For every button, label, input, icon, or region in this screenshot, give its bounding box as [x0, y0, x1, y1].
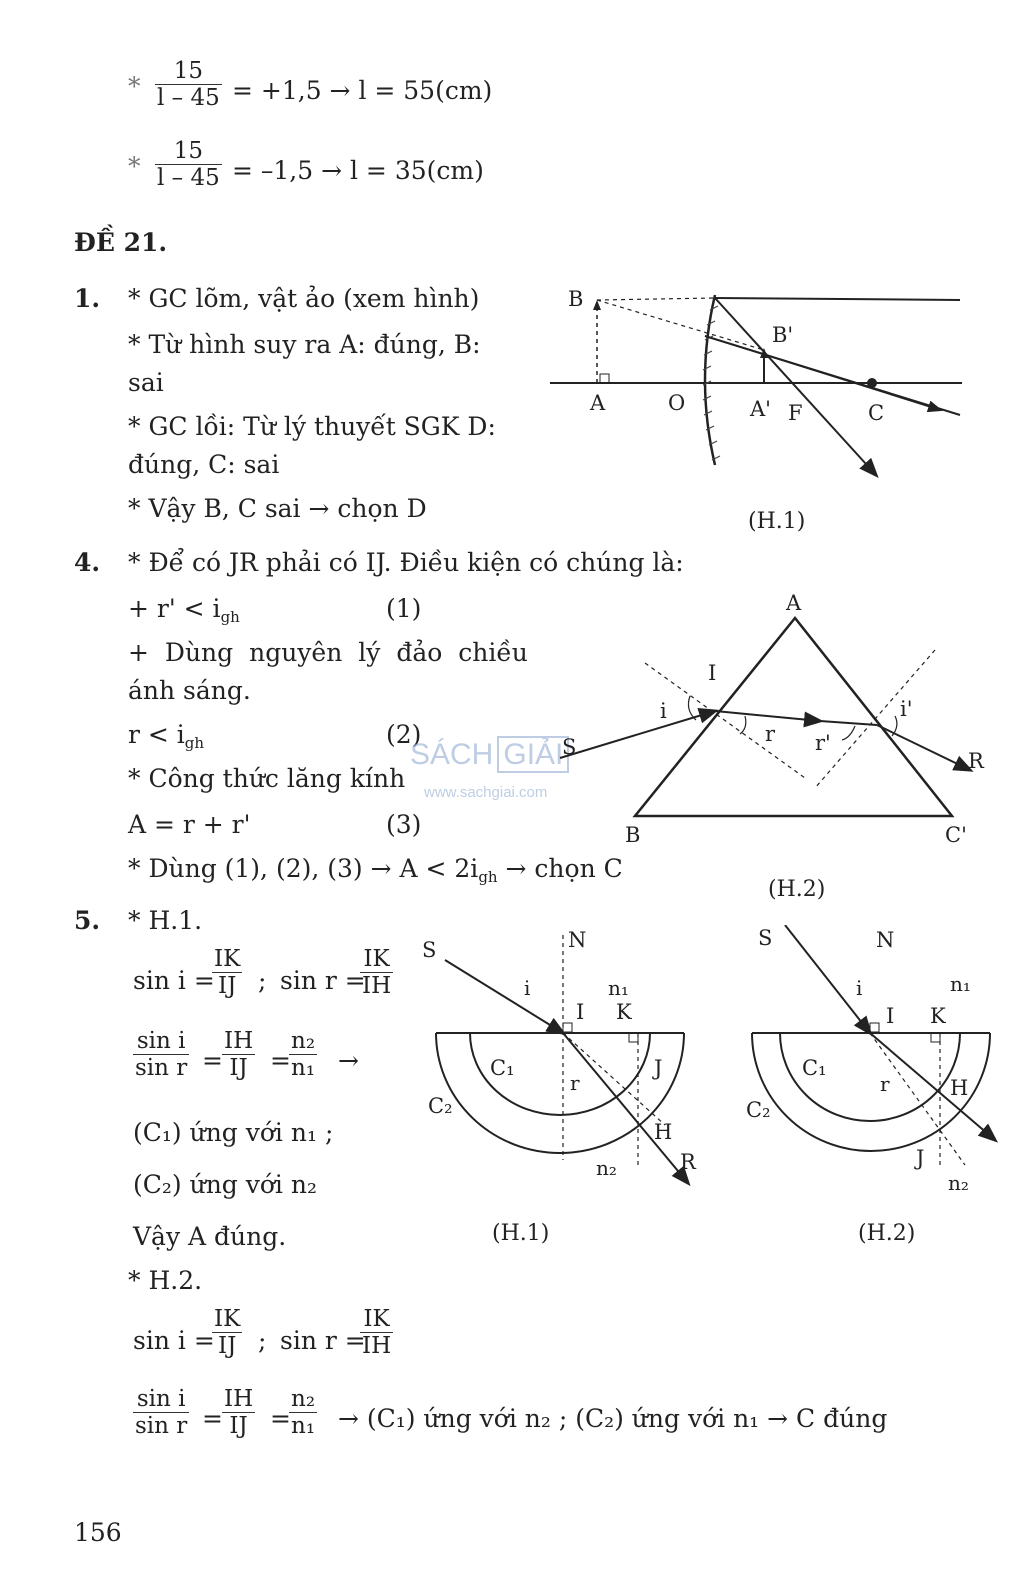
q5-number: 5.: [74, 906, 101, 935]
frac-den: IH: [362, 1333, 392, 1359]
q5-b-ratio: [133, 1386, 189, 1439]
q4-tag1: (1): [386, 594, 422, 623]
q4-line4: ánh sáng.: [128, 676, 251, 705]
q1-line1: * GC lõm, vật ảo (xem hình): [128, 284, 480, 313]
f2-n2: n₂: [948, 1171, 969, 1195]
f2-H: H: [950, 1076, 969, 1100]
f1-R: R: [680, 1150, 696, 1174]
q4-number: 4.: [74, 548, 101, 577]
watermark-brand-left: SÁCH: [410, 738, 494, 771]
f1-K: K: [616, 1000, 632, 1024]
q5-c2: (C₂) ứng với n₂: [133, 1170, 317, 1199]
q4-l2-sub: gh: [220, 608, 240, 626]
label-A: A: [590, 391, 606, 415]
f2-r: r: [880, 1072, 890, 1096]
eq1-rhs: = +1,5 → l = 55(cm): [232, 76, 493, 105]
q4-line1: * Để có JR phải có IJ. Điều kiện có chúng là:: [128, 548, 684, 577]
f1-C2: C₂: [428, 1094, 453, 1118]
q5-b-frac3: [222, 1386, 255, 1439]
f2-C2: C₂: [746, 1098, 771, 1122]
label-Bp: B': [772, 323, 794, 347]
f1-n1: n₁: [608, 976, 629, 1000]
f1-N: N: [568, 928, 587, 952]
f2-K: K: [930, 1004, 946, 1028]
q4-l5-text: r < i: [128, 720, 185, 749]
f2-n1: n₁: [950, 972, 971, 996]
frac-den: IH: [362, 973, 392, 999]
frac-num: sin i: [136, 1386, 186, 1412]
q5-a-frac1: [212, 946, 242, 999]
q4-l2-text: + r' < i: [128, 594, 221, 623]
q4-tag3: (3): [386, 810, 422, 839]
frac-num: IK: [363, 946, 390, 972]
prism-label-rp: r': [815, 731, 831, 755]
prism-label-I: I: [708, 661, 717, 685]
q1-line3: sai: [128, 368, 164, 397]
frac-num: n₂: [291, 1028, 316, 1054]
f2-i: i: [856, 976, 863, 1000]
f2-J: J: [916, 1146, 925, 1170]
q5-b-eq2: =: [270, 1404, 291, 1433]
frac-num: IK: [363, 1306, 390, 1332]
q4-line8: [128, 854, 623, 886]
prism-label-A: A: [786, 591, 802, 615]
q4-line2: [128, 594, 240, 626]
label-F: F: [788, 401, 803, 425]
fig-caption-q5-h2: (H.2): [858, 1221, 916, 1246]
frac-den: sin r: [135, 1413, 188, 1439]
label-C: C: [868, 401, 885, 425]
prism-label-i: i: [660, 699, 667, 723]
semicircle-figure-2: [740, 925, 1010, 1250]
prism-label-C: C': [945, 823, 967, 847]
eq1-star: *: [128, 72, 141, 101]
q4-tag2: (2): [386, 720, 422, 749]
eq2-star: *: [128, 152, 141, 181]
f2-N: N: [876, 928, 895, 952]
label-B: B: [568, 287, 584, 311]
q4-line6: * Công thức lăng kính: [128, 764, 406, 793]
q5-b-sini: sin i =: [133, 1326, 215, 1355]
frac-num: IK: [214, 946, 241, 972]
q5-h2-label: * H.2.: [128, 1266, 203, 1295]
watermark: [410, 738, 569, 801]
q5-a-sep: ;: [258, 966, 267, 995]
q1-line4: * GC lồi: Từ lý thuyết SGK D:: [128, 412, 496, 441]
eq1-num: 15: [173, 58, 204, 84]
f2-I: I: [886, 1004, 895, 1028]
prism-label-ip: i': [900, 697, 913, 721]
q1-line6: * Vậy B, C sai → chọn D: [128, 494, 427, 523]
q5-b-sinr: sin r =: [280, 1326, 366, 1355]
mirror-figure: [550, 270, 970, 540]
frac-den: IJ: [212, 1332, 242, 1359]
q5-a-sinr: sin r =: [280, 966, 366, 995]
prism-label-B: B: [625, 823, 641, 847]
q5-a-arrow: →: [338, 1046, 359, 1075]
eq1-fraction: [155, 58, 222, 111]
semicircle-figure-1: [420, 925, 720, 1250]
f1-H: H: [654, 1120, 673, 1144]
frac-num: IH: [224, 1028, 254, 1054]
q5-c1: (C₁) ứng với n₁ ;: [133, 1118, 334, 1147]
frac-num: n₂: [291, 1386, 316, 1412]
page-number: 156: [74, 1518, 122, 1547]
label-O: O: [668, 391, 686, 415]
q4-l8-sub: gh: [478, 868, 498, 886]
f2-C1: C₁: [802, 1056, 827, 1080]
frac-den: n₁: [291, 1413, 316, 1439]
q5-b-frac1: [212, 1306, 242, 1359]
q5-b-sep: ;: [258, 1326, 267, 1355]
eq2-den: l – 45: [157, 165, 220, 191]
q4-line5: [128, 720, 204, 752]
q4-line7: A = r + r': [128, 810, 251, 839]
prism-label-R: R: [968, 749, 984, 773]
fig-caption-q5-h1: (H.1): [492, 1221, 550, 1246]
f2-S: S: [758, 926, 773, 950]
prism-label-S: S: [562, 735, 577, 759]
f1-r: r: [570, 1071, 580, 1095]
frac-num: sin i: [136, 1028, 186, 1054]
q1-line2: * Từ hình suy ra A: đúng, B:: [128, 330, 481, 359]
q5-b-tail: → (C₁) ứng với n₂ ; (C₂) ứng với n₁ → C đúng: [338, 1404, 888, 1433]
label-Ap: A': [750, 397, 771, 421]
section-heading: ĐỀ 21.: [74, 228, 168, 257]
frac-den: n₁: [291, 1055, 316, 1081]
q5-a-frac2: [360, 946, 393, 999]
q4-line3: + Dùng nguyên lý đảo chiều: [128, 638, 528, 667]
q5-a-frac4: [289, 1028, 317, 1081]
q5-a-eq2: =: [270, 1046, 291, 1075]
eq2-fraction: [155, 138, 222, 191]
frac-den: sin r: [135, 1055, 188, 1081]
frac-den: IJ: [222, 1054, 255, 1081]
f1-i: i: [524, 976, 531, 1000]
q5-h1-label: * H.1.: [128, 906, 203, 935]
f1-I: I: [576, 1000, 585, 1024]
q5-b-frac2: [360, 1306, 393, 1359]
watermark-brand-right: GIẢI: [497, 736, 569, 773]
q5-a-ratio: [133, 1028, 189, 1081]
f1-S: S: [422, 938, 437, 962]
q1-line5: đúng, C: sai: [128, 450, 280, 479]
prism-figure: [550, 588, 1000, 908]
f1-J: J: [654, 1056, 663, 1080]
prism-label-r: r: [765, 722, 776, 746]
q4-l8b: → chọn C: [497, 854, 623, 883]
frac-den: IJ: [212, 972, 242, 999]
frac-num: IK: [214, 1306, 241, 1332]
f1-n2: n₂: [596, 1156, 617, 1180]
frac-num: IH: [224, 1386, 254, 1412]
q5-b-eq1: =: [202, 1404, 223, 1433]
q1-number: 1.: [74, 284, 101, 313]
q5-a-eq1: =: [202, 1046, 223, 1075]
frac-den: IJ: [222, 1412, 255, 1439]
watermark-url: www.sachgiai.com: [424, 784, 548, 801]
eq2-rhs: = –1,5 → l = 35(cm): [232, 156, 484, 185]
q5-conclusion: Vậy A đúng.: [133, 1222, 287, 1251]
q5-a-frac3: [222, 1028, 255, 1081]
q4-l8a: * Dùng (1), (2), (3) → A < 2i: [128, 854, 479, 883]
fig-caption-h2: (H.2): [768, 877, 826, 902]
q5-b-frac4: [289, 1386, 317, 1439]
q4-l5-sub: gh: [184, 734, 205, 752]
eq1-den: l – 45: [157, 85, 220, 111]
fig-caption-h1: (H.1): [748, 509, 806, 534]
eq2-num: 15: [173, 138, 204, 164]
f1-C1: C₁: [490, 1056, 515, 1080]
q5-a-sini: sin i =: [133, 966, 215, 995]
